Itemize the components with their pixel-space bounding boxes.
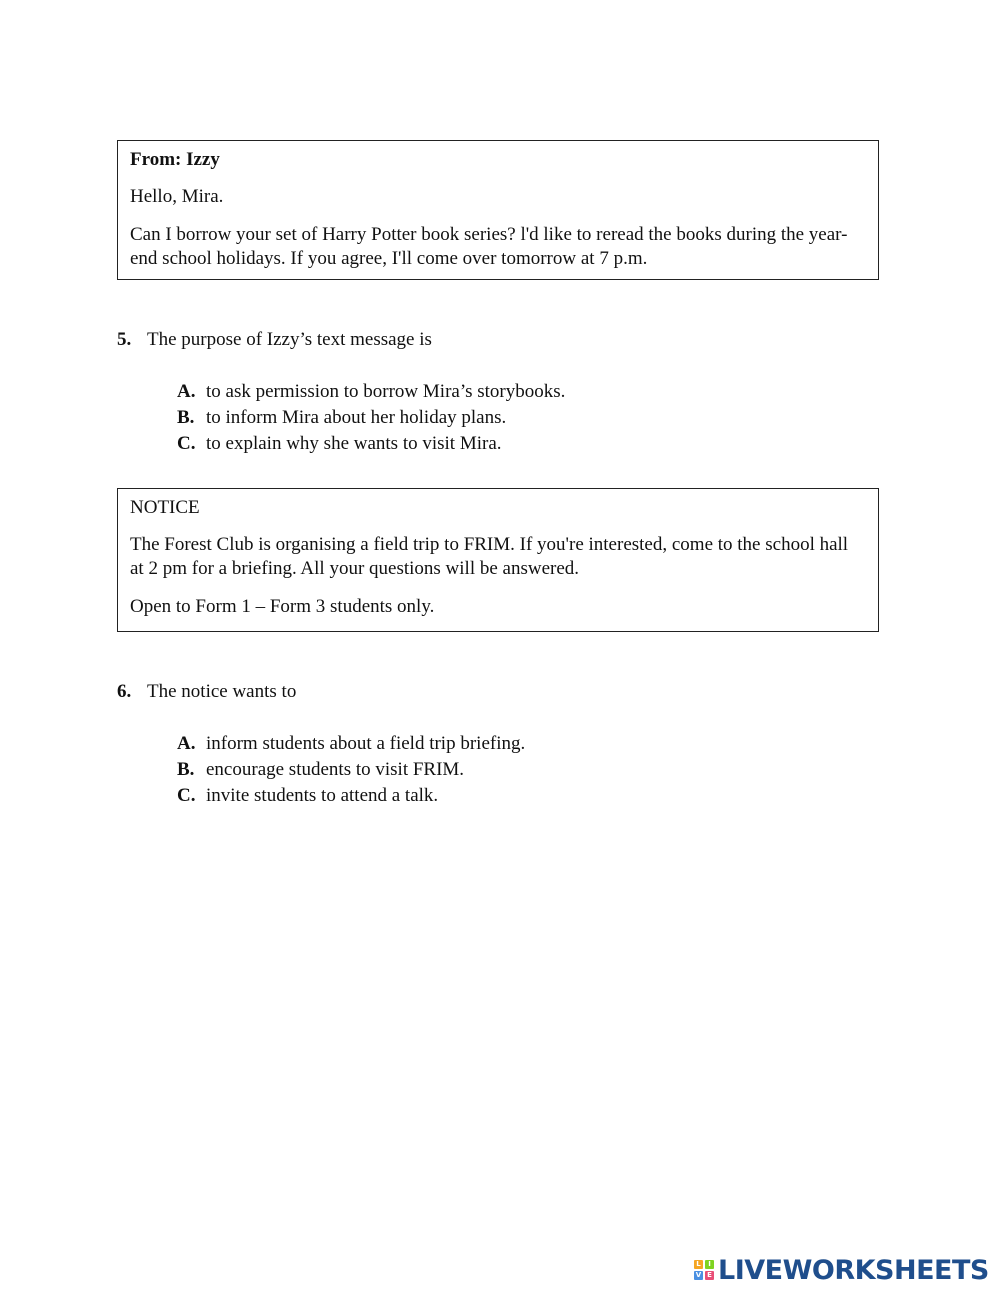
logo-mark-tile: I: [705, 1260, 714, 1269]
message-from: From: Izzy: [130, 149, 220, 170]
option-6c[interactable]: [177, 783, 525, 809]
option-text: to ask permission to borrow Mira’s storybooks.: [206, 381, 566, 402]
question-number: 6.: [117, 681, 132, 702]
option-letter: A.: [177, 733, 196, 754]
answer-options-6: [177, 731, 525, 809]
logo-mark-tile: V: [695, 1271, 702, 1279]
option-text: encourage students to visit FRIM.: [206, 759, 465, 780]
question-number: 5.: [117, 329, 132, 350]
notice-body: The Forest Club is organising a field trip to FRIM. If you're interested, come to the school hall at 2 pm for a briefing. All your questions will be answered.: [130, 534, 849, 579]
option-letter: C.: [177, 433, 196, 454]
question-text: The purpose of Izzy’s text message is: [147, 329, 432, 350]
option-text: invite students to attend a talk.: [206, 785, 439, 806]
option-letter: B.: [177, 407, 195, 428]
option-letter: C.: [177, 785, 196, 806]
answer-options-5: [177, 379, 565, 457]
notice-title: NOTICE: [130, 497, 200, 518]
option-text: to inform Mira about her holiday plans.: [206, 407, 507, 428]
notice-restriction: Open to Form 1 – Form 3 students only.: [130, 596, 435, 617]
option-letter: B.: [177, 759, 195, 780]
text-message-box: [117, 140, 879, 280]
option-text: inform students about a field trip briefing.: [206, 733, 526, 754]
option-letter: A.: [177, 381, 196, 402]
question-text: The notice wants to: [147, 681, 297, 702]
option-5c[interactable]: [177, 431, 565, 457]
message-greeting: Hello, Mira.: [130, 186, 224, 207]
logo-mark-tile: E: [705, 1271, 714, 1280]
question-5: [117, 328, 432, 352]
message-body: Can I borrow your set of Harry Potter book series? l'd like to reread the books during the year-end school holidays. If you agree, I'll come over tomorrow at 7 p.m.: [130, 224, 848, 269]
option-text: to explain why she wants to visit Mira.: [206, 433, 502, 454]
logo-wordmark: LIVEWORKSHEETS: [718, 1254, 989, 1286]
option-6a[interactable]: [177, 731, 525, 757]
option-5b[interactable]: [177, 405, 565, 431]
logo-mark-tile: L: [694, 1260, 703, 1269]
liveworksheets-logo: [694, 1254, 989, 1286]
notice-box: [117, 488, 879, 632]
option-5a[interactable]: [177, 379, 565, 405]
question-6: [117, 680, 296, 704]
logo-mark-icon: [694, 1260, 714, 1280]
option-6b[interactable]: [177, 757, 525, 783]
